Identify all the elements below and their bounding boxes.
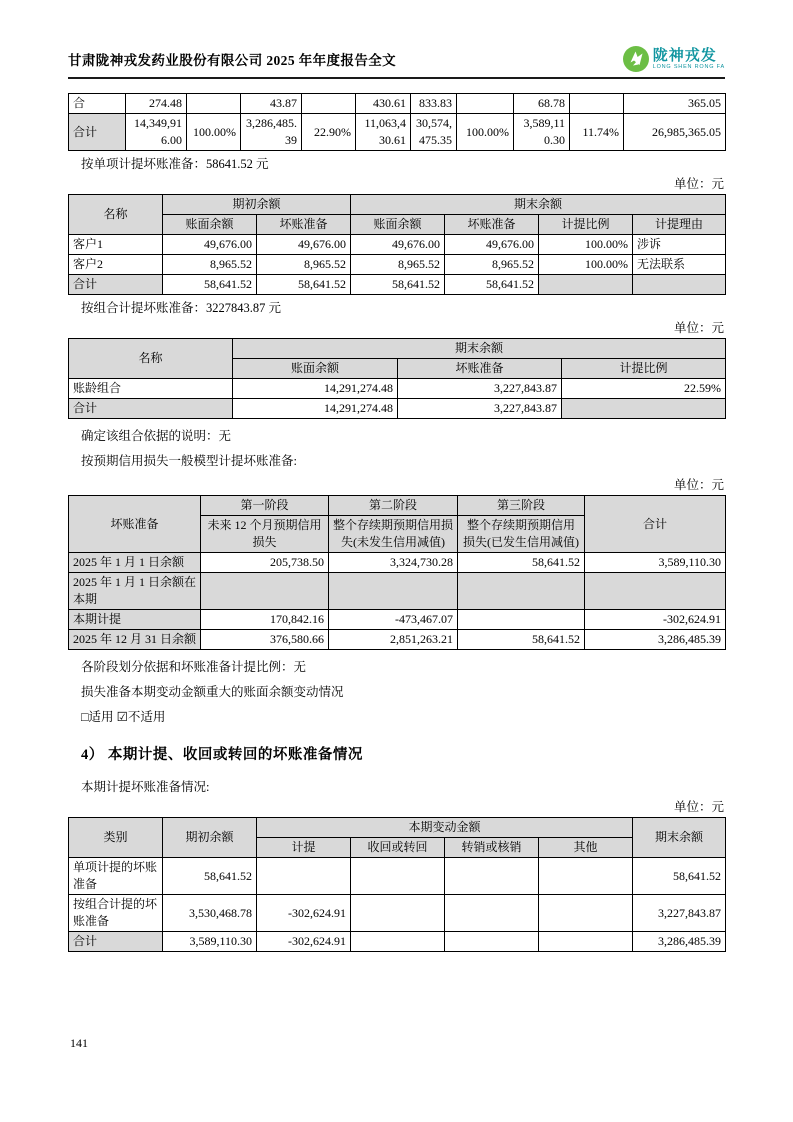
table-cell: 3,227,843.87 bbox=[398, 399, 562, 419]
table-row bbox=[69, 573, 726, 610]
table-cell: 2025 年 12 月 31 日余额 bbox=[69, 630, 201, 650]
table-cell: 合计 bbox=[69, 275, 163, 295]
table-row bbox=[69, 553, 726, 573]
table-cell: 本期计提 bbox=[69, 610, 201, 630]
table-cell bbox=[539, 275, 633, 295]
table-cell bbox=[458, 573, 585, 610]
table-header-cell: 期末余额 bbox=[233, 339, 726, 359]
table-cell: -473,467.07 bbox=[329, 610, 458, 630]
table-cell: 100.00% bbox=[187, 114, 241, 151]
table-cell: 3,286,485.39 bbox=[633, 932, 726, 952]
single-item-provision-table bbox=[68, 194, 726, 295]
logo-wordmark bbox=[653, 48, 725, 71]
ecl-stage-table bbox=[68, 495, 726, 650]
table-row bbox=[69, 630, 726, 650]
unit-label: 单位：元 bbox=[673, 800, 724, 814]
table-cell: -302,624.91 bbox=[585, 610, 726, 630]
logo-brand-name: 陇神戎发 bbox=[652, 46, 717, 64]
table-cell: 49,676.00 bbox=[351, 235, 445, 255]
table-cell bbox=[633, 275, 726, 295]
table-header-cell: 期末余额 bbox=[633, 818, 726, 858]
table-row bbox=[69, 858, 726, 895]
table-cell: 按组合计提的坏账准备 bbox=[69, 895, 163, 932]
note-material-change: 损失准备本期变动金额重大的账面余额变动情况 bbox=[81, 685, 344, 699]
table-header-cell: 坏账准备 bbox=[257, 215, 351, 235]
table-cell: 833.83 bbox=[411, 94, 457, 114]
table-cell: 11.74% bbox=[570, 114, 624, 151]
table-cell bbox=[562, 399, 726, 419]
table-header-cell: 名称 bbox=[69, 339, 233, 379]
table-total-row bbox=[69, 399, 726, 419]
table-cell: 3,286,485.39 bbox=[241, 114, 302, 151]
table-subheader-row bbox=[69, 215, 726, 235]
table-total-row bbox=[69, 114, 726, 151]
table-header-cell: 计提比例 bbox=[562, 359, 726, 379]
table-header-cell: 第三阶段 bbox=[458, 496, 585, 516]
company-logo bbox=[623, 46, 725, 72]
table-cell: 14,291,274.48 bbox=[233, 379, 398, 399]
table-cell: 100.00% bbox=[539, 255, 633, 275]
table-header-cell: 期初余额 bbox=[163, 195, 351, 215]
table-cell: 205,738.50 bbox=[201, 553, 329, 573]
note-single-item-provision: 按单项计提坏账准备：58641.52 元 bbox=[81, 157, 269, 171]
unit-label: 单位：元 bbox=[673, 177, 724, 191]
table-row bbox=[69, 94, 726, 114]
table-header-row bbox=[69, 818, 726, 838]
table-cell bbox=[187, 94, 241, 114]
unit-label: 单位：元 bbox=[673, 321, 724, 335]
table-cell: 11,063,430.61 bbox=[356, 114, 411, 151]
table-cell bbox=[457, 94, 514, 114]
table-cell: 合 bbox=[69, 94, 126, 114]
table-header-cell: 转销或核销 bbox=[445, 838, 539, 858]
table-cell: 3,286,485.39 bbox=[585, 630, 726, 650]
table-row bbox=[69, 235, 726, 255]
table-row bbox=[69, 379, 726, 399]
report-title: 甘肃陇神戎发药业股份有限公司 2025 年年度报告全文 bbox=[68, 53, 397, 68]
note-current-provision: 本期计提坏账准备情况: bbox=[81, 780, 210, 794]
table-header-cell: 期末余额 bbox=[351, 195, 726, 215]
table-cell bbox=[539, 932, 633, 952]
table-cell: 22.59% bbox=[562, 379, 726, 399]
table-cell: 3,324,730.28 bbox=[329, 553, 458, 573]
note-group-provision: 按组合计提坏账准备：3227843.87 元 bbox=[81, 301, 282, 315]
table-cell bbox=[585, 573, 726, 610]
table-header-cell: 坏账准备 bbox=[445, 215, 539, 235]
applicability-checkboxes: □适用 ☑不适用 bbox=[81, 710, 166, 724]
table-cell: 58,641.52 bbox=[163, 275, 257, 295]
table-cell bbox=[458, 610, 585, 630]
aging-total-table bbox=[68, 93, 726, 151]
table-row bbox=[69, 895, 726, 932]
table-cell bbox=[351, 858, 445, 895]
table-cell: 100.00% bbox=[539, 235, 633, 255]
table-header-row bbox=[69, 496, 726, 516]
table-cell: 8,965.52 bbox=[257, 255, 351, 275]
table-header-cell: 未来 12 个月预期信用损失 bbox=[201, 516, 329, 553]
table-cell: 365.05 bbox=[624, 94, 726, 114]
table-cell: 合计 bbox=[69, 932, 163, 952]
page-header bbox=[68, 46, 725, 79]
table-row bbox=[69, 610, 726, 630]
table-header-row bbox=[69, 339, 726, 359]
table-cell: 2025 年 1 月 1 日余额在本期 bbox=[69, 573, 201, 610]
table-cell: 客户2 bbox=[69, 255, 163, 275]
table-cell: 3,589,110.30 bbox=[514, 114, 570, 151]
table-cell bbox=[570, 94, 624, 114]
table-header-cell: 账面余额 bbox=[163, 215, 257, 235]
table-cell: 58,641.52 bbox=[458, 630, 585, 650]
table-cell: 49,676.00 bbox=[163, 235, 257, 255]
table-cell bbox=[445, 895, 539, 932]
table-cell: 合计 bbox=[69, 114, 126, 151]
table-cell: 无法联系 bbox=[633, 255, 726, 275]
table-cell bbox=[351, 895, 445, 932]
table-header-cell: 账面余额 bbox=[351, 215, 445, 235]
table-cell bbox=[539, 858, 633, 895]
table-cell: 合计 bbox=[69, 399, 233, 419]
table-header-cell: 整个存续期预期信用损失(已发生信用减值) bbox=[458, 516, 585, 553]
table-cell: 58,641.52 bbox=[633, 858, 726, 895]
table-cell: 58,641.52 bbox=[445, 275, 539, 295]
table-cell: 274.48 bbox=[126, 94, 187, 114]
table-cell bbox=[445, 932, 539, 952]
logo-bird-icon bbox=[623, 46, 649, 72]
table-cell: 68.78 bbox=[514, 94, 570, 114]
table-cell bbox=[351, 932, 445, 952]
table-cell: 100.00% bbox=[457, 114, 514, 151]
table-total-row bbox=[69, 932, 726, 952]
portfolio-provision-table bbox=[68, 338, 726, 419]
table-header-cell: 期初余额 bbox=[163, 818, 257, 858]
table-header-cell: 账面余额 bbox=[233, 359, 398, 379]
table-cell: 43.87 bbox=[241, 94, 302, 114]
table-header-cell: 坏账准备 bbox=[398, 359, 562, 379]
table-cell: 单项计提的坏账准备 bbox=[69, 858, 163, 895]
table-cell: 58,641.52 bbox=[163, 858, 257, 895]
table-cell: 3,530,468.78 bbox=[163, 895, 257, 932]
table-cell: 8,965.52 bbox=[351, 255, 445, 275]
table-header-cell: 收回或转回 bbox=[351, 838, 445, 858]
table-cell: 49,676.00 bbox=[257, 235, 351, 255]
table-cell: 8,965.52 bbox=[163, 255, 257, 275]
table-cell: 3,589,110.30 bbox=[585, 553, 726, 573]
table-cell: 58,641.52 bbox=[257, 275, 351, 295]
table-header-cell: 第一阶段 bbox=[201, 496, 329, 516]
page-number: 141 bbox=[70, 1036, 88, 1050]
unit-label: 单位：元 bbox=[673, 478, 724, 492]
table-cell bbox=[257, 858, 351, 895]
note-group-basis: 确定该组合依据的说明：无 bbox=[81, 429, 232, 443]
table-cell bbox=[201, 573, 329, 610]
table-cell: 26,985,365.05 bbox=[624, 114, 726, 151]
table-cell: 8,965.52 bbox=[445, 255, 539, 275]
table-header-cell: 整个存续期预期信用损失(未发生信用减值) bbox=[329, 516, 458, 553]
table-header-cell: 第二阶段 bbox=[329, 496, 458, 516]
table-cell: 14,291,274.48 bbox=[233, 399, 398, 419]
table-header-cell: 计提 bbox=[257, 838, 351, 858]
table-cell: 2,851,263.21 bbox=[329, 630, 458, 650]
table-cell: 涉诉 bbox=[633, 235, 726, 255]
note-stage-basis: 各阶段划分依据和坏账准备计提比例：无 bbox=[81, 660, 307, 674]
table-cell: 58,641.52 bbox=[458, 553, 585, 573]
table-cell: -302,624.91 bbox=[257, 932, 351, 952]
table-total-row bbox=[69, 275, 726, 295]
table-cell: 376,580.66 bbox=[201, 630, 329, 650]
table-cell: 3,227,843.87 bbox=[633, 895, 726, 932]
table-cell bbox=[329, 573, 458, 610]
note-ecl-model: 按预期信用损失一般模型计提坏账准备: bbox=[81, 454, 297, 468]
table-cell: 30,574,475.35 bbox=[411, 114, 457, 151]
table-cell: 3,227,843.87 bbox=[398, 379, 562, 399]
table-cell: 58,641.52 bbox=[351, 275, 445, 295]
table-cell: 49,676.00 bbox=[445, 235, 539, 255]
provision-change-table bbox=[68, 817, 726, 952]
table-header-cell: 本期变动金额 bbox=[257, 818, 633, 838]
table-cell: 22.90% bbox=[302, 114, 356, 151]
table-cell: 2025 年 1 月 1 日余额 bbox=[69, 553, 201, 573]
table-cell bbox=[445, 858, 539, 895]
table-cell: -302,624.91 bbox=[257, 895, 351, 932]
table-header-cell: 名称 bbox=[69, 195, 163, 235]
table-header-cell: 合计 bbox=[585, 496, 726, 553]
table-header-cell: 计提比例 bbox=[539, 215, 633, 235]
table-cell: 14,349,916.00 bbox=[126, 114, 187, 151]
table-cell bbox=[302, 94, 356, 114]
table-header-cell: 坏账准备 bbox=[69, 496, 201, 553]
section-heading: 4） 本期计提、收回或转回的坏账准备情况 bbox=[81, 747, 363, 763]
table-cell: 430.61 bbox=[356, 94, 411, 114]
table-header-row bbox=[69, 195, 726, 215]
table-header-cell: 计提理由 bbox=[633, 215, 726, 235]
table-cell: 账龄组合 bbox=[69, 379, 233, 399]
table-cell: 170,842.16 bbox=[201, 610, 329, 630]
table-header-cell: 类别 bbox=[69, 818, 163, 858]
table-row bbox=[69, 255, 726, 275]
table-cell: 3,589,110.30 bbox=[163, 932, 257, 952]
table-cell: 客户1 bbox=[69, 235, 163, 255]
table-header-cell: 其他 bbox=[539, 838, 633, 858]
logo-brand-subtitle: LONG SHEN RONG FA bbox=[652, 63, 725, 70]
table-cell bbox=[539, 895, 633, 932]
